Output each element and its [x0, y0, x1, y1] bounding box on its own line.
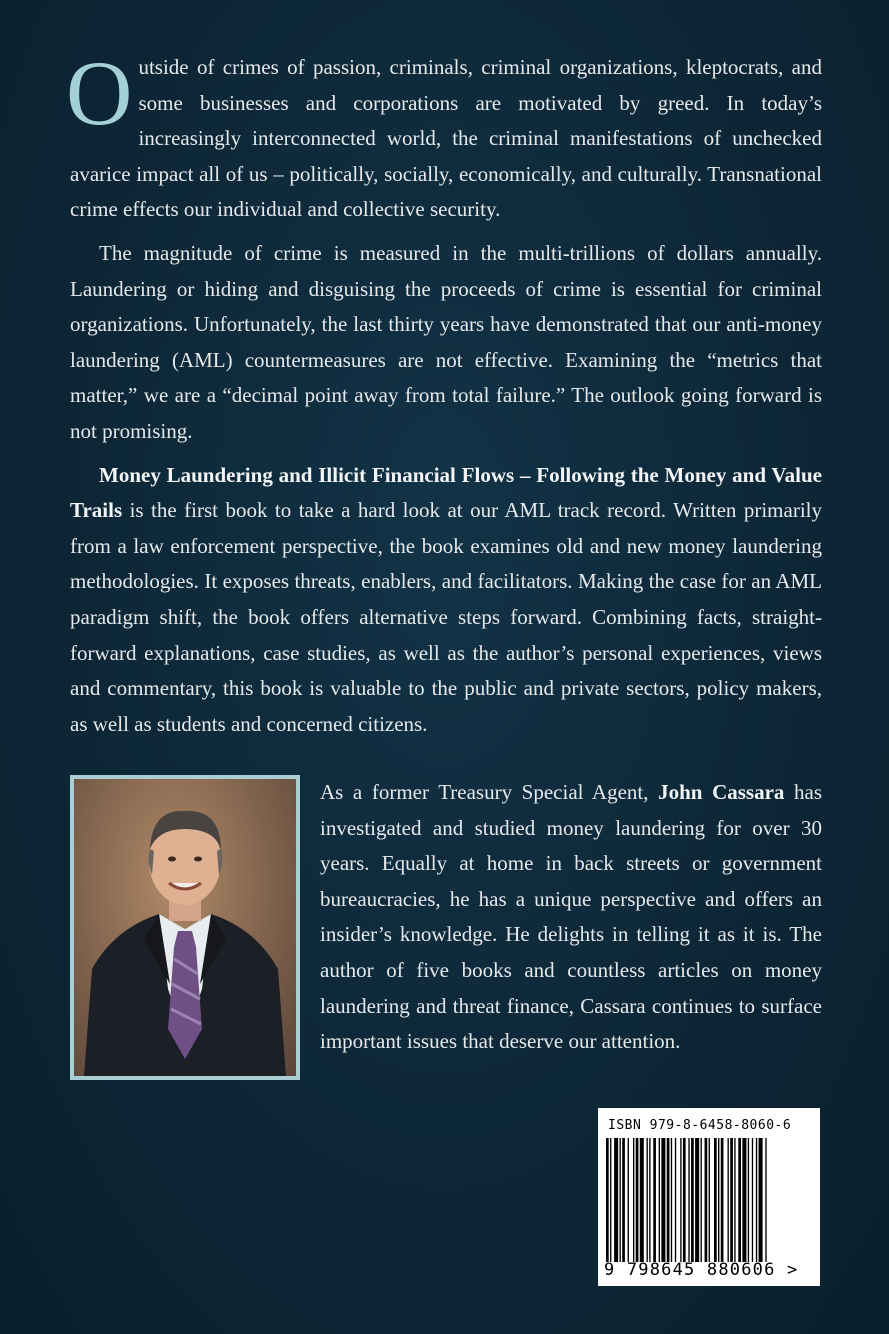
author-lead: As a former Treasury Special Agent,	[320, 780, 659, 804]
barcode-digits: 9 798645 880606 >	[604, 1260, 799, 1280]
author-bio-text: has investigated and studied money laundering for over 30 years. Equally at home in back streets or government bureaucracies, he has a unique perspective and offers an insider’s knowledge. He delights in telling it as it is. The author of five books and countless articles on money laundering and threat finance, Cassara continues to surface important issues that deserve our attention.	[320, 780, 822, 1054]
drop-cap: O	[66, 42, 133, 144]
author-photo-frame	[70, 775, 300, 1080]
intro-paragraph	[66, 42, 822, 228]
barcode-bars	[606, 1138, 812, 1262]
author-bio-paragraph	[320, 775, 822, 1060]
author-name: John Cassara	[658, 780, 785, 804]
author-section	[70, 775, 822, 1085]
book-description-text: is the first book to take a hard look at our AML track record. Written primarily from a law enforcement perspective, the book examines old and new money laundering methodologies. It exposes threats, enablers, and facilitators. Making the case for an AML paradigm shift, the book offers alternative steps forward. Combining facts, straight-forward explanations, case studies, as well as the author’s personal experiences, views and commentary, this book is valuable to the public and private sectors, policy makers, as well as students and concerned citizens.	[70, 498, 822, 736]
book-description-paragraph	[70, 458, 822, 743]
isbn-barcode	[598, 1108, 820, 1286]
author-photo	[74, 779, 296, 1076]
isbn-label: ISBN 979-8-6458-8060-6	[608, 1118, 792, 1133]
back-cover-text	[66, 42, 822, 742]
book-title: Money Laundering and Illicit Financial Flows – Following the Money and Value Trails	[70, 462, 822, 523]
crime-magnitude-paragraph: The magnitude of crime is measured in the multi-trillions of dollars annually. Laundering or hiding and disguising the proceeds of crime is essential for criminal organizations. Unfortunately, the last thirty years have demonstrated that our anti-money laundering (AML) countermeasures are not effective. Examining the “metrics that matter,” we are a “decimal point away from total failure.” The outlook going forward is not promising.	[70, 240, 822, 443]
author-bio	[320, 775, 822, 1060]
author-portrait-illustration	[74, 779, 296, 1076]
intro-text: utside of crimes of passion, criminals, criminal organizations, kleptocrats, and some businesses and corporations are motivated by greed. In today’s increasingly interconnected world, the criminal manifestations of unchecked avarice impact all of us – politically, socially, economically, and culturally. Transnational crime effects our individual and collective security.	[70, 55, 822, 222]
